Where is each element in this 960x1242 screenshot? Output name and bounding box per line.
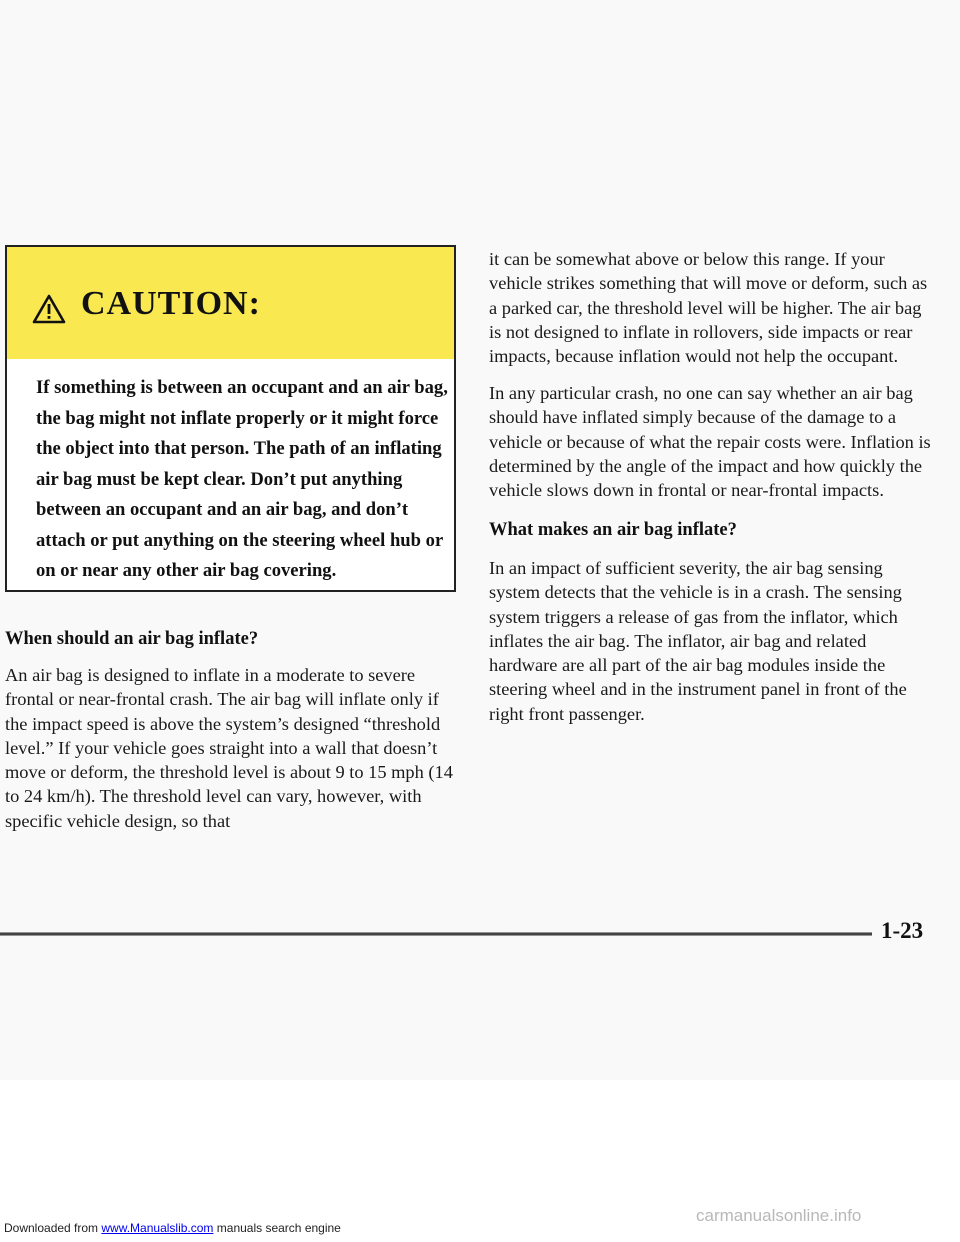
- paragraph-when-inflate: An air bag is designed to inflate in a moderate to severe frontal or near-frontal crash. The air bag will inflate only if the impact speed is above the system’s designed “threshold level.” If your vehicle goes straight into a wall that doesn’t move or deform, the threshold level is about 9 to 15 mph (14 to 24 km/h). The threshold level can vary, however, with specific vehicle design, so that: [5, 665, 453, 831]
- caution-title: CAUTION:: [81, 285, 261, 322]
- paragraph-threshold-range: it can be somewhat above or below this range. If your vehicle strikes something that will move or deform, such as a parked car, the threshold level will be higher. The air bag is not designed to inflate in rollovers, side impacts or rear impacts, because inflation would not help the occupant.: [489, 249, 928, 367]
- heading-what-makes-inflate: What makes an air bag inflate?: [489, 520, 737, 540]
- download-watermark: [4, 1221, 341, 1235]
- manualslib-link[interactable]: www.Manualslib.com: [101, 1221, 214, 1235]
- caution-text: If something is between an occupant and an air bag, the bag might not inflate properly or it might force the object into that person. The path of an inflating air bag must be kept clear. Don’t put anything between an occupant and an air bag, and don’t attach or put anything on the steering wheel hub or on or near any other air bag covering.: [36, 377, 448, 581]
- caution-header: [7, 247, 454, 359]
- paragraph-particular-crash: In any particular crash, no one can say whether an air bag should have inflated simply because of the damage to a vehicle or because of what the repair costs were. Inflation is determined by the angle of the impact and how quickly the vehicle slows down in frontal or near-frontal impacts.: [489, 383, 931, 501]
- watermark-suffix: manuals search engine: [213, 1221, 341, 1235]
- watermark-prefix: Downloaded from: [4, 1221, 102, 1235]
- paragraph-sensing-system: In an impact of sufficient severity, the air bag sensing system detects that the vehicle is in a crash. The sensing system triggers a release of gas from the inflator, which inflates the air bag. The inflator, air bag and related hardware are all part of the air bag modules inside the steering wheel and in the instrument panel in front of the right front passenger.: [489, 558, 907, 724]
- caution-box: [5, 245, 456, 592]
- page-number: 1-23: [881, 918, 924, 943]
- footer-rule: [0, 932, 872, 936]
- site-watermark: carmanualsonline.info: [696, 1206, 862, 1225]
- warning-triangle-icon: [31, 293, 67, 325]
- heading-when-inflate: When should an air bag inflate?: [5, 629, 259, 649]
